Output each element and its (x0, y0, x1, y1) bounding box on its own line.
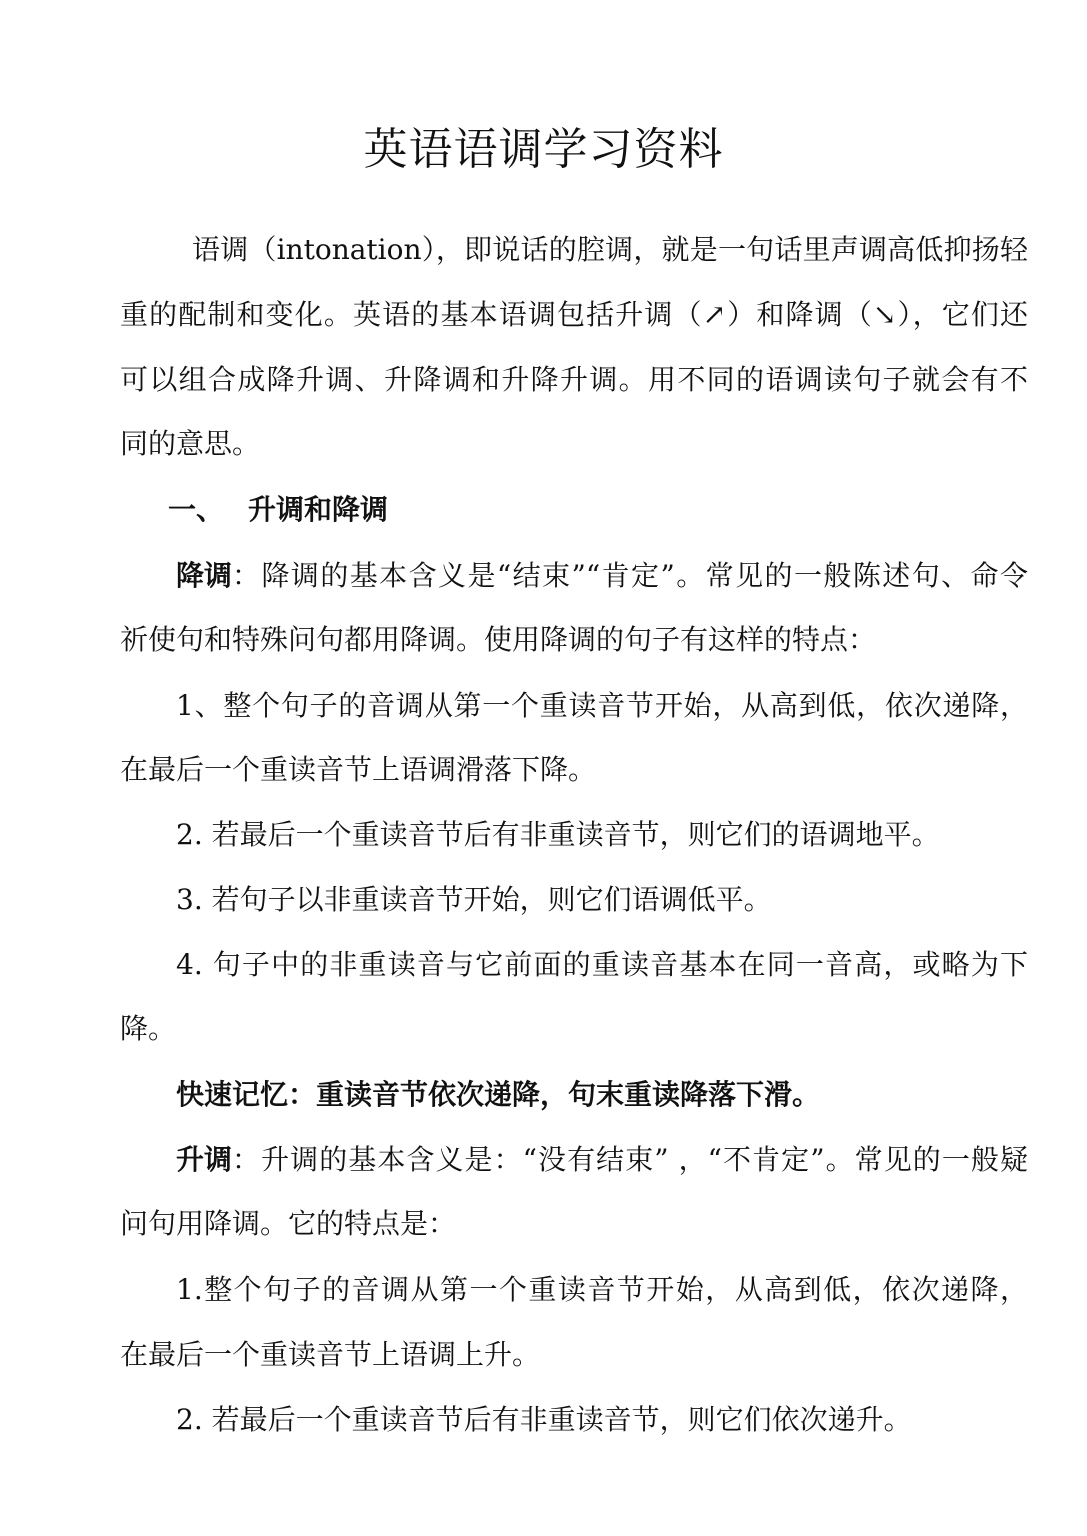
falling-paragraph-line-1 (176, 556, 1028, 596)
falling-label: 降调 (176, 559, 233, 592)
falling-item-1-line-1: 1、整个句子的音调从第一个重读音节开始，从高到低，依次递降， (176, 689, 1028, 722)
falling-item-4-line-2: 降。 (120, 1012, 177, 1045)
rising-paragraph-line-1 (176, 1140, 1028, 1180)
rising-line-2: 问句用降调。它的特点是： (120, 1207, 457, 1240)
falling-item-1-line-2: 在最后一个重读音节上语调滑落下降。 (120, 753, 597, 786)
page-title: 英语语调学习资料 (363, 124, 724, 175)
rising-item-1-line-1: 1.整个句子的音调从第一个重读音节开始，从高到低，依次递降， (176, 1273, 1028, 1306)
falling-item-2: 2. 若最后一个重读音节后有非重读音节，则它们的语调地平。 (176, 818, 940, 851)
rising-item-1-line-2: 在最后一个重读音节上语调上升。 (120, 1338, 541, 1371)
section-number: 一、 (168, 493, 225, 526)
falling-item-3: 3. 若句子以非重读音节开始，则它们语调低平。 (176, 883, 772, 916)
memory-tip: 快速记忆：重读音节依次递降，句末重读降落下滑。 (176, 1078, 821, 1111)
falling-line-2: 祈使句和特殊问句都用降调。使用降调的句子有这样的特点： (120, 623, 877, 656)
rising-item-2: 2. 若最后一个重读音节后有非重读音节，则它们依次递升。 (176, 1403, 912, 1436)
intro-line-4: 同的意思。 (120, 427, 261, 460)
intro-line-1: 语调（intonation），即说话的腔调，就是一句话里声调高低抑扬轻 (192, 233, 1028, 266)
rising-line-1-text: ：升调的基本含义是：“没有结束” ，“不肯定”。常见的一般疑 (232, 1143, 1028, 1176)
intro-line-3: 可以组合成降升调、升降调和升降升调。用不同的语调读句子就会有不 (120, 363, 1028, 396)
intro-line-2: 重的配制和变化。英语的基本语调包括升调（↗）和降调（↘），它们还 (120, 298, 1028, 331)
rising-label: 升调 (176, 1143, 233, 1176)
falling-item-4-line-1: 4. 句子中的非重读音与它前面的重读音基本在同一音高，或略为下 (176, 948, 1028, 981)
section-heading: 升调和降调 (248, 493, 389, 526)
falling-line-1-text: ：降调的基本含义是“结束”“肯定”。常见的一般陈述句、命令 (232, 559, 1028, 592)
